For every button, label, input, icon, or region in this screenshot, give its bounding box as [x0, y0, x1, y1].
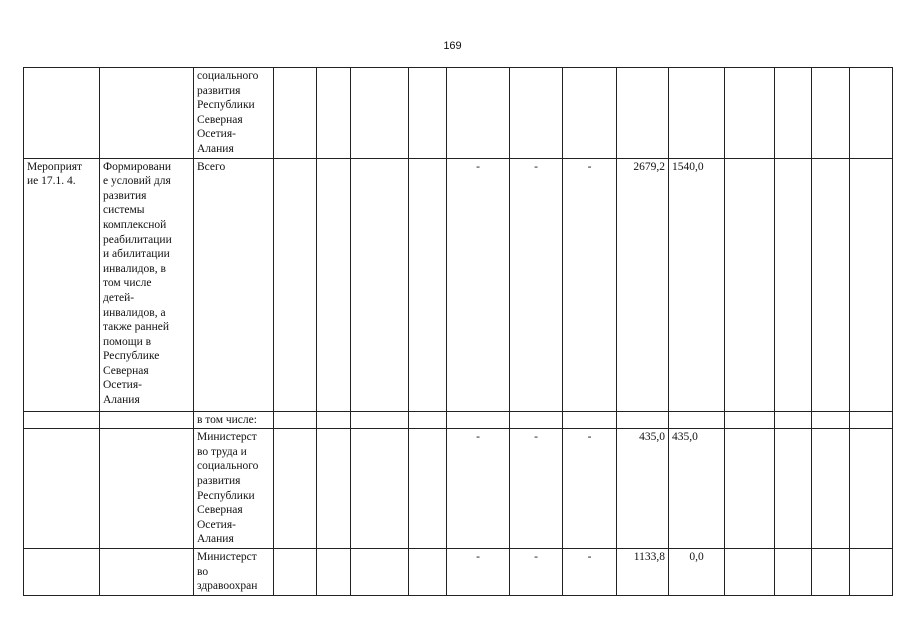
measure-description-cell	[100, 68, 194, 159]
value-cell: -	[447, 158, 510, 411]
value-cell: 1540,0	[669, 158, 725, 411]
measure-description-cell	[100, 411, 194, 429]
value-cell	[510, 411, 563, 429]
measure-name-cell	[24, 411, 100, 429]
measure-name-cell: Мероприят ие 17.1. 4.	[24, 158, 100, 411]
budget-table	[23, 67, 893, 596]
value-cell	[617, 411, 669, 429]
value-cell: 0,0	[669, 548, 725, 595]
value-cell	[669, 411, 725, 429]
value-cell: -	[563, 429, 617, 549]
value-cell	[563, 68, 617, 159]
value-cell	[669, 68, 725, 159]
measure-description-cell	[100, 429, 194, 549]
table-row	[24, 411, 893, 429]
value-cell: -	[510, 429, 563, 549]
value-cell	[617, 68, 669, 159]
page-number: 169	[443, 40, 462, 52]
value-cell: -	[510, 158, 563, 411]
executor-cell: Министерст во здравоохран	[194, 548, 274, 595]
table-row	[24, 158, 893, 411]
measure-description-cell	[100, 548, 194, 595]
measure-name-cell	[24, 548, 100, 595]
value-cell: 2679,2	[617, 158, 669, 411]
value-cell: -	[563, 548, 617, 595]
executor-cell: в том числе:	[194, 411, 274, 429]
value-cell: 1133,8	[617, 548, 669, 595]
value-cell	[510, 68, 563, 159]
value-cell: -	[447, 548, 510, 595]
value-cell	[563, 411, 617, 429]
table-row	[24, 68, 893, 159]
executor-cell: социального развития Республики Северная Осетия- Алания	[194, 68, 274, 159]
value-cell: -	[447, 429, 510, 549]
measure-name-cell	[24, 429, 100, 549]
table-row	[24, 429, 893, 549]
executor-cell: Всего	[194, 158, 274, 411]
measure-name-cell	[24, 68, 100, 159]
value-cell: -	[510, 548, 563, 595]
measure-description-cell: Формировани е условий для развития системы комплексной реабилитации и абилитации инвалидов, в том числе детей- инвалидов, а также ранней помощи в Республике Северная Осетия- Алания	[100, 158, 194, 411]
value-cell	[447, 411, 510, 429]
value-cell: 435,0	[669, 429, 725, 549]
value-cell	[447, 68, 510, 159]
executor-cell: Министерст во труда и социального развития Республики Северная Осетия- Алания	[194, 429, 274, 549]
table-row	[24, 548, 893, 595]
value-cell: -	[563, 158, 617, 411]
value-cell: 435,0	[617, 429, 669, 549]
